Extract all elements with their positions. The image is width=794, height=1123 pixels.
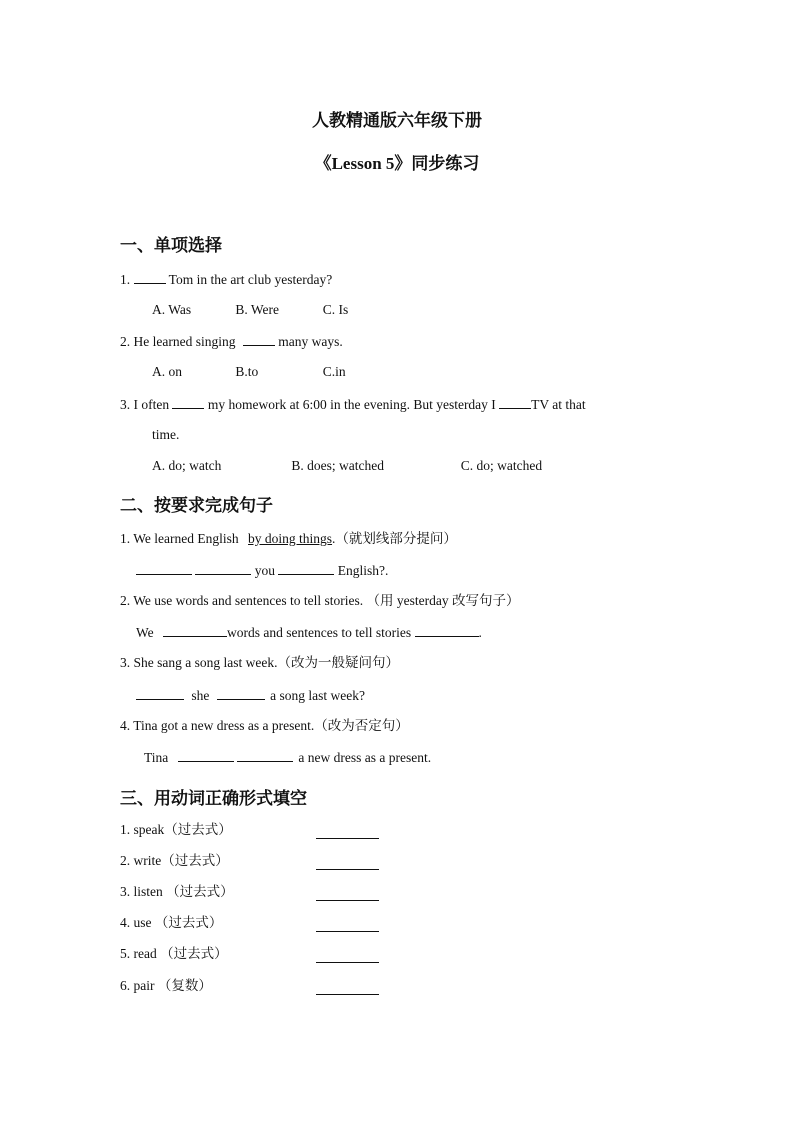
s1-q3-blank-2[interactable] (499, 395, 531, 409)
s2-q2-answer-pre: We (136, 625, 154, 640)
s2-q4-answer-pre: Tina (144, 750, 169, 765)
s2-q4-blank-1[interactable] (178, 748, 234, 762)
s1-q3-continued: time. (152, 427, 180, 442)
s2-q1-number: 1. (120, 531, 131, 546)
s1-q3-pre: I often (133, 397, 170, 412)
s1-q1-option-c[interactable]: C. Is (322, 302, 349, 317)
section2-heading: 二、按要求完成句子 (120, 496, 273, 515)
s3-item-1-label: 1. speak（过去式） (120, 822, 232, 837)
s1-q3-mid: my homework at 6:00 in the evening. But yesterday I (207, 397, 496, 412)
s2-q3-answer (136, 686, 365, 705)
s3-item-5-blank[interactable] (316, 946, 379, 963)
s2-question-2 (120, 592, 519, 610)
s3-item-2-blank[interactable] (316, 853, 379, 870)
s2-q2-text: We use words and sentences to tell stories. （用 yesterday 改写句子） (133, 593, 520, 608)
s1-q2-blank[interactable] (243, 332, 275, 346)
s2-q1-pre: We learned English (133, 531, 239, 546)
s1-q3-option-a[interactable]: A. do; watch (152, 458, 222, 473)
s2-q2-answer-post: . (478, 625, 482, 640)
s2-q1-blank-3[interactable] (278, 561, 334, 575)
s2-q3-text: She sang a song last week.（改为一般疑问句） (133, 655, 399, 670)
s2-q3-answer-mid: she (191, 688, 210, 703)
s2-q4-answer (144, 748, 431, 767)
s2-q2-number: 2. (120, 593, 131, 608)
s2-q1-blank-2[interactable] (195, 561, 251, 575)
s3-item-6-label: 6. pair （复数） (120, 978, 212, 993)
s2-q1-underlined: by doing things (248, 531, 333, 546)
s1-question-2 (120, 332, 343, 351)
s1-q2-options (152, 363, 346, 381)
s1-question-1 (120, 270, 332, 289)
s2-q1-blank-1[interactable] (136, 561, 192, 575)
s1-q2-pre: He learned singing (133, 334, 236, 349)
s1-q1-number: 1. (120, 272, 131, 287)
s1-q2-option-c[interactable]: C.in (322, 364, 346, 379)
s1-q3-blank-1[interactable] (172, 395, 204, 409)
s2-q1-post: .（就划线部分提问） (332, 531, 457, 546)
s2-q4-text: Tina got a new dress as a present.（改为否定句） (133, 718, 409, 733)
s1-q2-option-b[interactable]: B.to (235, 364, 259, 379)
s2-q1-answer-post: English?. (337, 563, 389, 578)
s3-item-2-label: 2. write（过去式） (120, 853, 229, 868)
section1-heading: 一、单项选择 (120, 236, 222, 255)
s2-q4-answer-post: a new dress as a present. (298, 750, 432, 765)
s1-q3-options (152, 457, 542, 475)
s1-q3-option-b[interactable]: B. does; watched (291, 458, 384, 473)
s1-q3-option-c[interactable]: C. do; watched (460, 458, 543, 473)
s1-q1-blank[interactable] (134, 270, 166, 284)
s1-q2-post: many ways. (278, 334, 343, 349)
s1-q1-options (152, 301, 348, 319)
s1-q1-option-a[interactable]: A. Was (152, 302, 192, 317)
s2-q3-blank-1[interactable] (136, 686, 184, 700)
s2-q4-blank-2[interactable] (237, 748, 293, 762)
s1-q3-number: 3. (120, 397, 131, 412)
s3-item-4-blank[interactable] (316, 915, 379, 932)
s1-q2-option-a[interactable]: A. on (152, 364, 182, 379)
s2-question-4 (120, 717, 409, 735)
s2-q3-blank-2[interactable] (217, 686, 265, 700)
s2-q2-answer-mid: words and sentences to tell stories (227, 625, 412, 640)
s1-q1-text: Tom in the art club yesterday? (168, 272, 333, 287)
s2-question-1 (120, 530, 457, 548)
section3-heading: 三、用动词正确形式填空 (120, 789, 307, 808)
s2-question-3 (120, 654, 399, 672)
s2-q3-number: 3. (120, 655, 131, 670)
s3-item-6-blank[interactable] (316, 978, 379, 995)
s2-q2-blank-2[interactable] (415, 623, 479, 637)
s1-q2-number: 2. (120, 334, 131, 349)
s3-item-3-blank[interactable] (316, 884, 379, 901)
s2-q2-answer (136, 623, 482, 642)
s2-q1-answer-mid: you (254, 563, 275, 578)
s2-q2-blank-1[interactable] (163, 623, 227, 637)
s2-q3-answer-post: a song last week? (270, 688, 365, 703)
page-subtitle: 《Lesson 5》同步练习 (314, 154, 480, 173)
s2-q4-number: 4. (120, 718, 131, 733)
s2-q1-answer (136, 561, 388, 580)
s1-q3-post: TV at that (531, 397, 586, 412)
s3-item-1-blank[interactable] (316, 822, 379, 839)
s3-item-4-label: 4. use （过去式） (120, 915, 223, 930)
s3-item-3-label: 3. listen （过去式） (120, 884, 234, 899)
s3-item-5-label: 5. read （过去式） (120, 946, 228, 961)
s1-q1-option-b[interactable]: B. Were (235, 302, 280, 317)
page-title: 人教精通版六年级下册 (312, 111, 482, 130)
s1-question-3 (120, 395, 586, 414)
